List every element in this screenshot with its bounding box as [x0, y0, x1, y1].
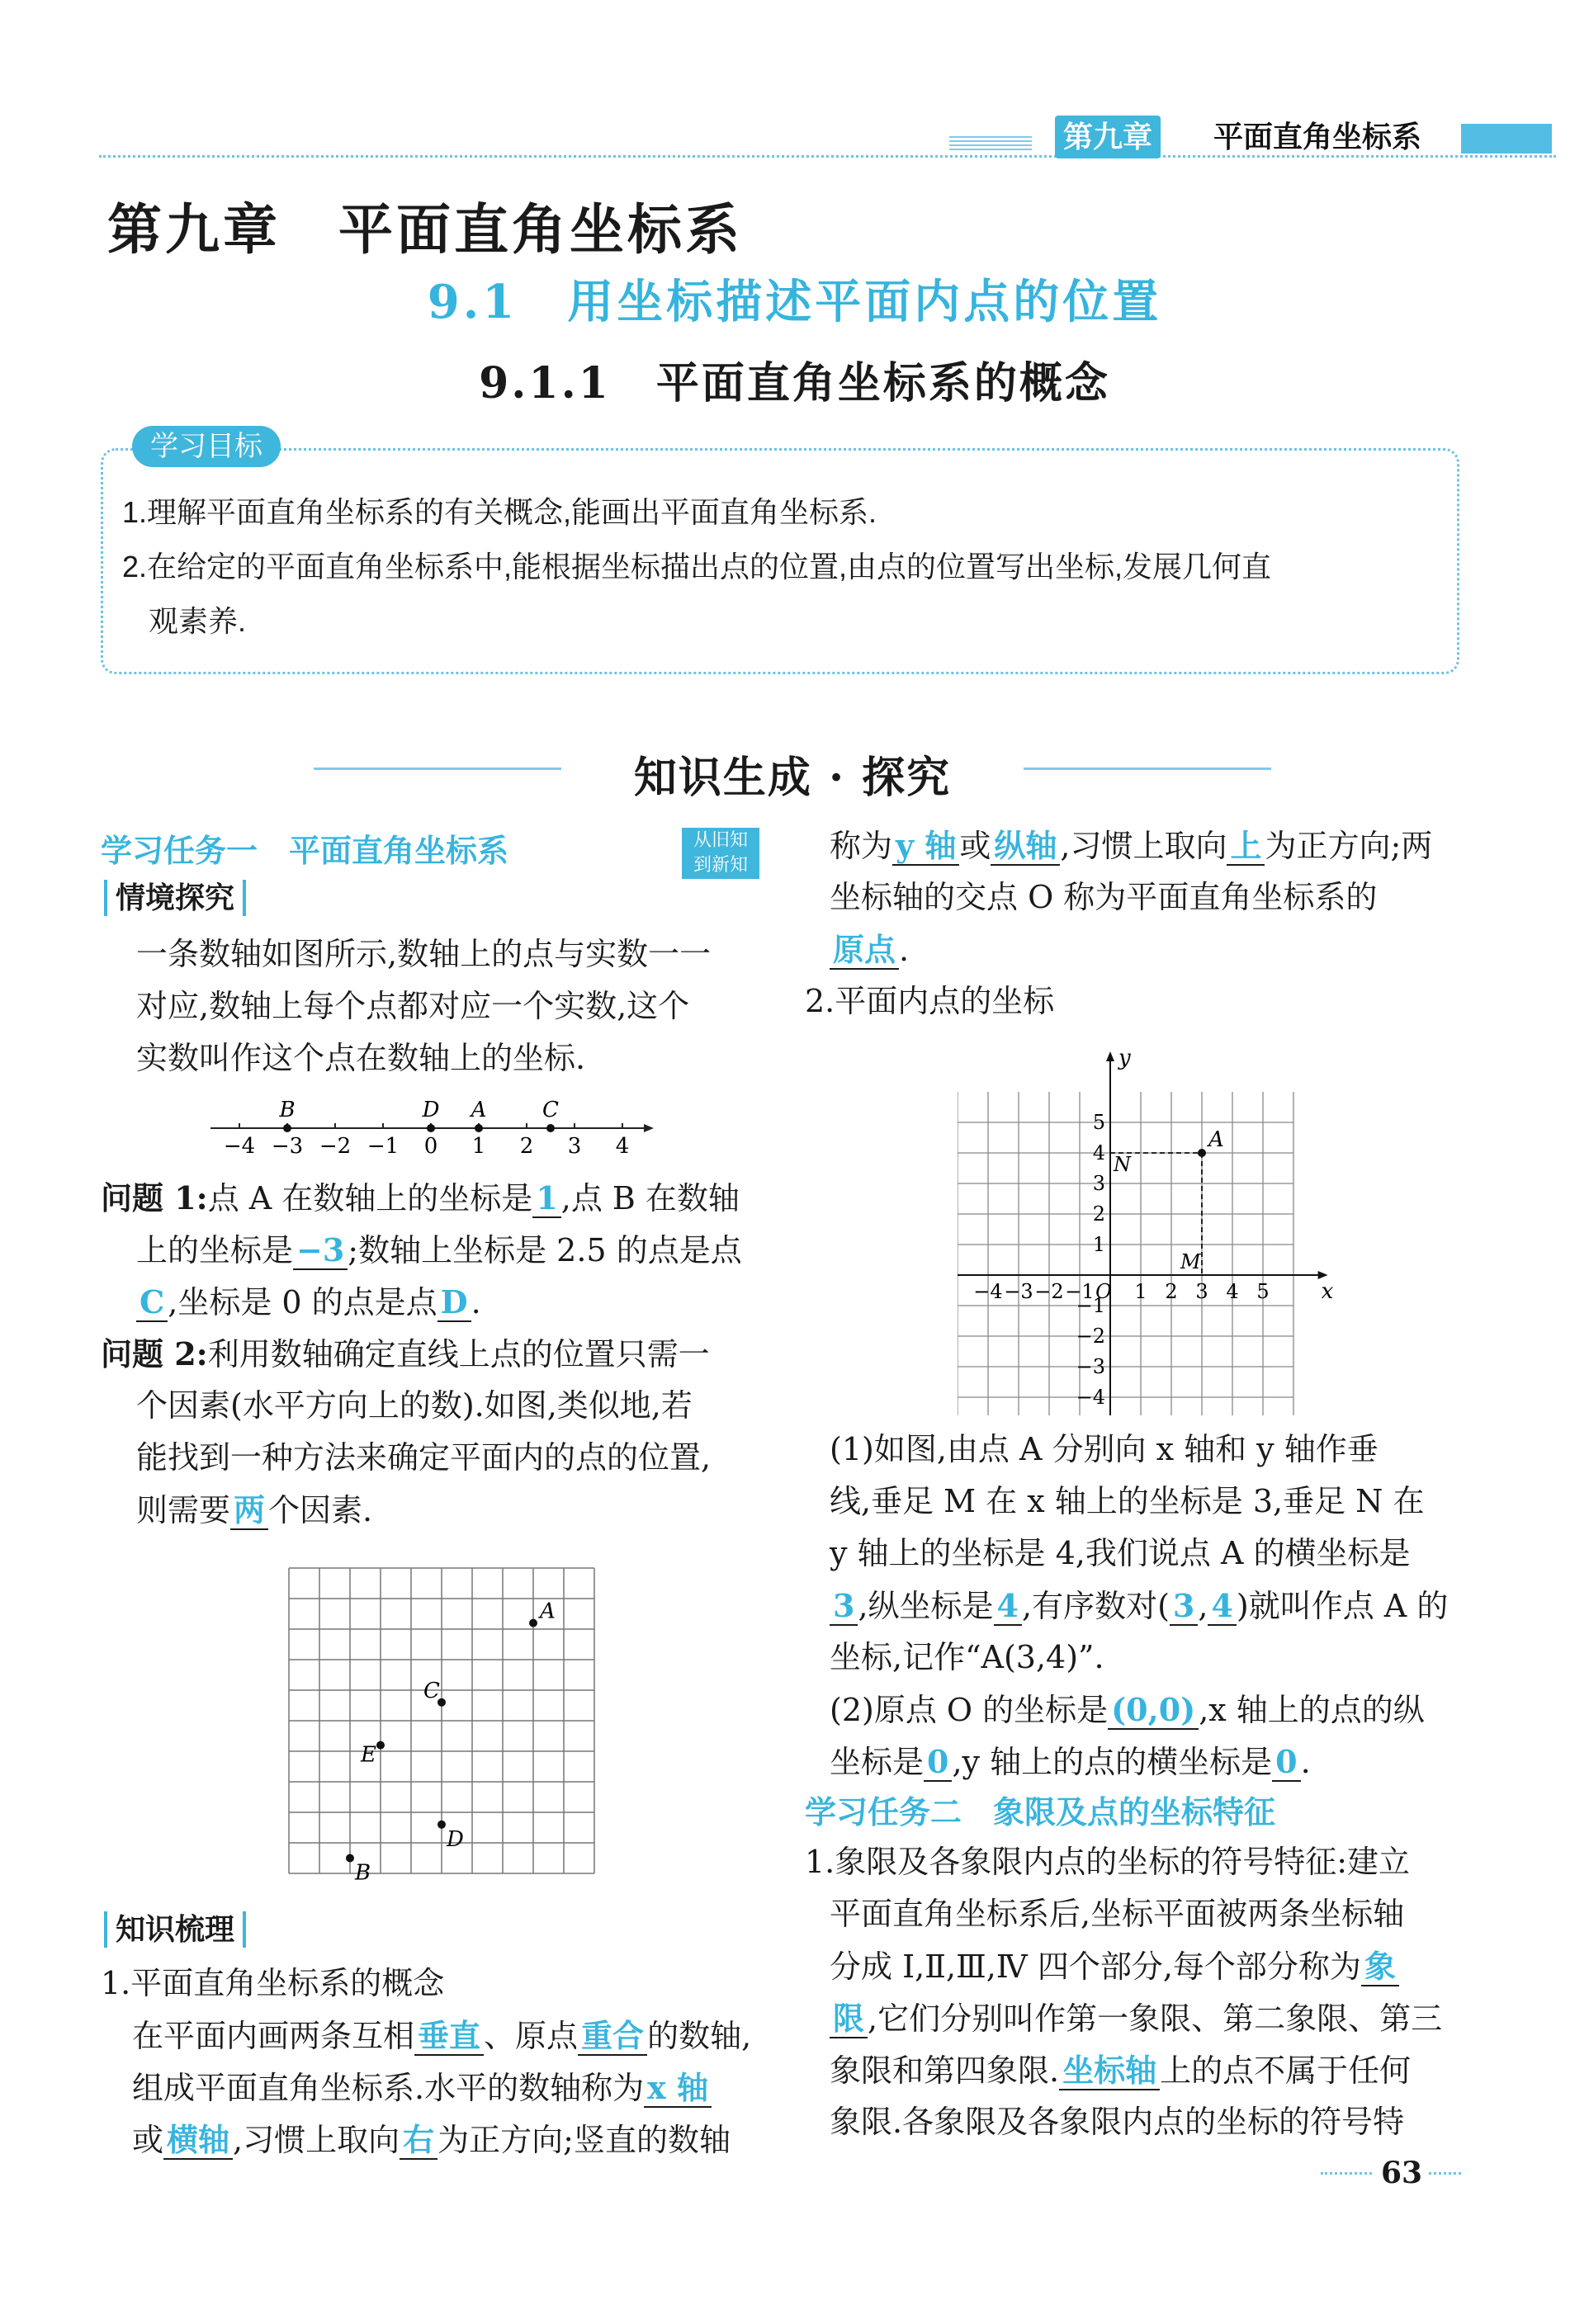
knowledge-1-title: 1.平面直角坐标系的概念: [101, 1965, 445, 2001]
knowledge-2-title: 2.平面内点的坐标: [805, 983, 1055, 1019]
y-tick-label: −3: [1076, 1355, 1105, 1378]
question-2-line: [136, 1484, 372, 1537]
situation-line: 对应,数轴上每个点都对应一个实数,这个: [136, 988, 690, 1024]
para-2-line: [830, 1684, 1425, 1736]
answer-blank[interactable]: 3: [830, 1587, 858, 1626]
answer-blank[interactable]: C: [136, 1283, 168, 1322]
knowledge-heading: 知识梳理: [104, 1911, 246, 1948]
x-tick-label: 4: [1226, 1280, 1239, 1303]
answer-blank[interactable]: 垂直: [414, 2017, 484, 2056]
x-tick-label: −1: [1065, 1280, 1095, 1303]
answer-blank[interactable]: 1: [532, 1179, 560, 1218]
text: 则需要: [136, 1492, 231, 1528]
goal-item: 观素养.: [149, 604, 247, 638]
text: ,x 轴上的点的纵: [1199, 1692, 1425, 1728]
coordinate-plane-figure: [958, 1036, 1354, 1415]
text: 个因素.: [268, 1492, 373, 1528]
text: ,它们分别叫作第一象限、第二象限、第三: [868, 2000, 1443, 2037]
x-tick-label: 5: [1256, 1280, 1270, 1303]
x-tick-label: 2: [1165, 1280, 1178, 1303]
text: 或: [959, 828, 991, 864]
text: 的数轴,: [647, 2018, 752, 2054]
answer-blank[interactable]: (0,0): [1108, 1691, 1199, 1730]
number-line-tick-label: 2: [519, 1134, 534, 1159]
answer-blank[interactable]: 限: [830, 2000, 868, 2038]
y-tick-label: 4: [1092, 1141, 1105, 1164]
task-2-line: [830, 1992, 1442, 2045]
subsection-title: 9.1.1 平面直角坐标系的概念: [479, 358, 1110, 409]
number-line-point-label: A: [471, 1098, 487, 1122]
question-1-line: [136, 1276, 481, 1329]
text: (2)原点 O 的坐标是: [830, 1692, 1109, 1728]
x-tick-label: O: [1095, 1280, 1112, 1303]
page-number: 63: [1374, 2156, 1429, 2190]
point-m-label: M: [1180, 1250, 1201, 1273]
number-line-tick-label: −2: [319, 1134, 352, 1159]
grid-point-label: A: [540, 1599, 556, 1624]
number-line-point: [427, 1124, 435, 1132]
number-line-tick-label: 3: [567, 1134, 582, 1159]
task-1-title: 学习任务一 平面直角坐标系: [101, 834, 509, 869]
x-tick-label: 1: [1134, 1280, 1147, 1303]
knowledge-1-line: [132, 2062, 712, 2114]
goals-label: 学习目标: [132, 426, 281, 467]
y-tick-label: −2: [1076, 1325, 1105, 1348]
text: 为正方向;两: [1265, 828, 1433, 864]
answer-blank[interactable]: −3: [293, 1231, 348, 1270]
answer-blank[interactable]: 4: [1208, 1587, 1236, 1626]
y-tick-label: −1: [1076, 1294, 1105, 1317]
number-line-tick-label: 4: [615, 1134, 630, 1159]
y-tick-label: 3: [1092, 1172, 1105, 1195]
situation-heading: 情境探究: [104, 880, 246, 916]
task-2-line: 1.象限及各象限内点的坐标的符号特征:建立: [805, 1844, 1411, 1880]
number-line-point-label: C: [542, 1098, 559, 1122]
header-stripes: [949, 136, 1032, 151]
text: .: [899, 932, 910, 968]
question-2-line: 个因素(水平方向上的数).如图,类似地,若: [136, 1387, 693, 1424]
grid-point: [376, 1741, 385, 1750]
x-axis-label: x: [1321, 1279, 1334, 1304]
answer-blank[interactable]: 0: [924, 1743, 952, 1782]
number-line-arrow: [644, 1124, 654, 1132]
knowledge-1-line: [132, 2010, 751, 2062]
text: 称为: [830, 828, 893, 864]
answer-blank[interactable]: 横轴: [163, 2121, 233, 2160]
number-line-point: [546, 1124, 555, 1132]
text: .: [471, 1284, 481, 1320]
text: 、原点: [484, 2018, 579, 2054]
right-line: 坐标轴的交点 O 称为平面直角坐标系的: [830, 879, 1378, 915]
y-axis-label: y: [1118, 1046, 1131, 1070]
number-line-point-label: B: [279, 1098, 296, 1122]
point-a: [1198, 1149, 1206, 1157]
text: ;数轴上坐标是 2.5 的点是点: [348, 1232, 742, 1268]
task-2-line: 平面直角坐标系后,坐标平面被两条坐标轴: [830, 1896, 1405, 1932]
plane-grid-figure: [285, 1564, 615, 1894]
answer-blank[interactable]: 重合: [578, 2017, 647, 2056]
task-2-line: 象限.各象限及各象限内点的坐标的符号特: [830, 2104, 1405, 2140]
text: 坐标是: [830, 1744, 925, 1780]
point-n-label: N: [1114, 1153, 1131, 1176]
answer-blank[interactable]: 坐标轴: [1059, 2052, 1160, 2090]
text: 上的点不属于任何: [1160, 2052, 1412, 2089]
situation-line: 一条数轴如图所示,数轴上的点与实数一一: [136, 936, 712, 972]
text: ,习惯上取向: [1060, 828, 1227, 864]
text: .: [1300, 1744, 1311, 1780]
right-line: [830, 820, 1432, 872]
header-tab: [1461, 124, 1552, 154]
number-line-point: [475, 1124, 483, 1132]
task-2-title: 学习任务二 象限及点的坐标特征: [805, 1796, 1276, 1830]
question-2-label: 问题 2:: [101, 1335, 208, 1372]
grid-point: [346, 1854, 354, 1863]
answer-blank[interactable]: 4: [994, 1587, 1022, 1626]
section-banner: [314, 743, 1271, 803]
y-tick-label: 1: [1092, 1233, 1105, 1256]
number-line-tick-label: −3: [271, 1134, 304, 1159]
header-chapter-tag: 第九章: [1055, 116, 1161, 158]
number-line-tick-label: −1: [367, 1134, 400, 1159]
x-axis-arrow: [1318, 1271, 1328, 1279]
answer-blank[interactable]: 3: [1170, 1587, 1198, 1626]
x-tick-label: −4: [973, 1280, 1003, 1303]
question-1-label: 问题 1:: [101, 1179, 208, 1216]
text: ,点 B 在数轴: [560, 1180, 740, 1216]
knowledge-1-line: [132, 2114, 731, 2166]
task-2-line: [830, 2044, 1411, 2097]
grid-point-label: C: [423, 1678, 440, 1703]
number-line-point: [283, 1124, 291, 1132]
number-line-tick-label: −4: [223, 1134, 256, 1159]
y-tick-label: 5: [1092, 1111, 1105, 1134]
chapter-title: 第九章 平面直角坐标系: [107, 197, 743, 262]
text: 利用数轴确定直线上点的位置只需一: [207, 1336, 710, 1372]
grid-point: [529, 1619, 537, 1627]
grid-point: [437, 1821, 446, 1829]
answer-blank[interactable]: y 轴: [892, 827, 959, 866]
answer-blank[interactable]: 右: [400, 2121, 437, 2160]
number-line-point-label: D: [422, 1098, 440, 1122]
text: 点 A 在数轴上的坐标是: [207, 1180, 533, 1216]
question-2-line: 能找到一种方法来确定平面内的点的位置,: [136, 1439, 712, 1476]
task-1-tag: [682, 828, 759, 879]
para-1-line: 坐标,记作“A(3,4)”.: [830, 1639, 1104, 1675]
right-line: [830, 923, 909, 976]
text: ,: [1198, 1588, 1208, 1624]
number-line-tick-label: 0: [423, 1134, 438, 1159]
answer-blank[interactable]: 两: [230, 1491, 268, 1530]
x-tick-label: −3: [1004, 1280, 1033, 1303]
situation-line: 实数叫作这个点在数轴上的坐标.: [136, 1040, 586, 1076]
answer-blank[interactable]: x 轴: [644, 2069, 712, 2108]
tag-line: 到新知: [693, 854, 748, 875]
answer-blank[interactable]: 象: [1361, 1948, 1399, 1986]
para-1-line: (1)如图,由点 A 分别向 x 轴和 y 轴作垂: [830, 1431, 1379, 1467]
answer-blank[interactable]: 纵轴: [991, 827, 1060, 866]
text: 象限和第四象限.: [830, 2052, 1060, 2089]
goal-item: 2.在给定的平面直角坐标系中,能根据坐标描出点的位置,由点的位置写出坐标,发展几何直: [122, 550, 1272, 583]
y-axis-arrow: [1106, 1051, 1114, 1061]
text: 在平面内画两条互相: [132, 2018, 415, 2054]
header-title: 平面直角坐标系: [1213, 120, 1422, 154]
para-1-line: [830, 1580, 1448, 1632]
question-2-line: [101, 1328, 710, 1381]
grid-point-label: B: [355, 1860, 371, 1886]
grid-point-label: E: [361, 1742, 376, 1768]
para-1-line: 线,垂足 M 在 x 轴上的坐标是 3,垂足 N 在: [830, 1483, 1425, 1519]
answer-blank[interactable]: D: [437, 1283, 471, 1322]
para-1-line: y 轴上的坐标是 4,我们说点 A 的横坐标是: [830, 1535, 1411, 1571]
text: ,y 轴上的点的横坐标是: [952, 1744, 1273, 1780]
text: 组成平面直角坐标系.水平的数轴称为: [132, 2070, 645, 2106]
text: ,有序数对(: [1022, 1588, 1170, 1624]
task-2-line: [830, 1940, 1399, 1993]
question-1-line: [136, 1224, 742, 1277]
answer-blank[interactable]: 上: [1227, 827, 1265, 866]
para-2-line: [830, 1736, 1311, 1788]
number-line-tick-label: 1: [471, 1134, 486, 1159]
grid-point-label: D: [447, 1826, 464, 1852]
x-tick-label: 3: [1195, 1280, 1208, 1303]
question-1-line: [101, 1172, 740, 1225]
text: 为正方向;竖直的数轴: [437, 2122, 731, 2158]
x-tick-label: −2: [1034, 1280, 1064, 1303]
answer-blank[interactable]: 原点: [830, 931, 899, 970]
text: )就叫作点 A 的: [1236, 1588, 1449, 1624]
point-a-label: A: [1208, 1127, 1224, 1152]
text: ,习惯上取向: [233, 2122, 400, 2158]
banner-title: 知识生成 · 探究: [633, 753, 952, 803]
text: 上的坐标是: [136, 1232, 294, 1268]
number-line-figure: [206, 1094, 660, 1160]
tag-line: 从旧知: [693, 829, 748, 850]
text: 或: [132, 2122, 164, 2158]
goal-item: 1.理解平面直角坐标系的有关概念,能画出平面直角坐标系.: [122, 495, 877, 529]
y-tick-label: 2: [1092, 1202, 1105, 1226]
y-tick-label: −4: [1076, 1386, 1105, 1409]
text: 分成 Ⅰ,Ⅱ,Ⅲ,Ⅳ 四个部分,每个部分称为: [830, 1948, 1361, 1985]
section-title: 9.1 用坐标描述平面内点的位置: [427, 275, 1162, 329]
text: ,纵坐标是: [858, 1588, 994, 1624]
text: ,坐标是 0 的点是点: [168, 1284, 437, 1320]
answer-blank[interactable]: 0: [1272, 1743, 1300, 1782]
